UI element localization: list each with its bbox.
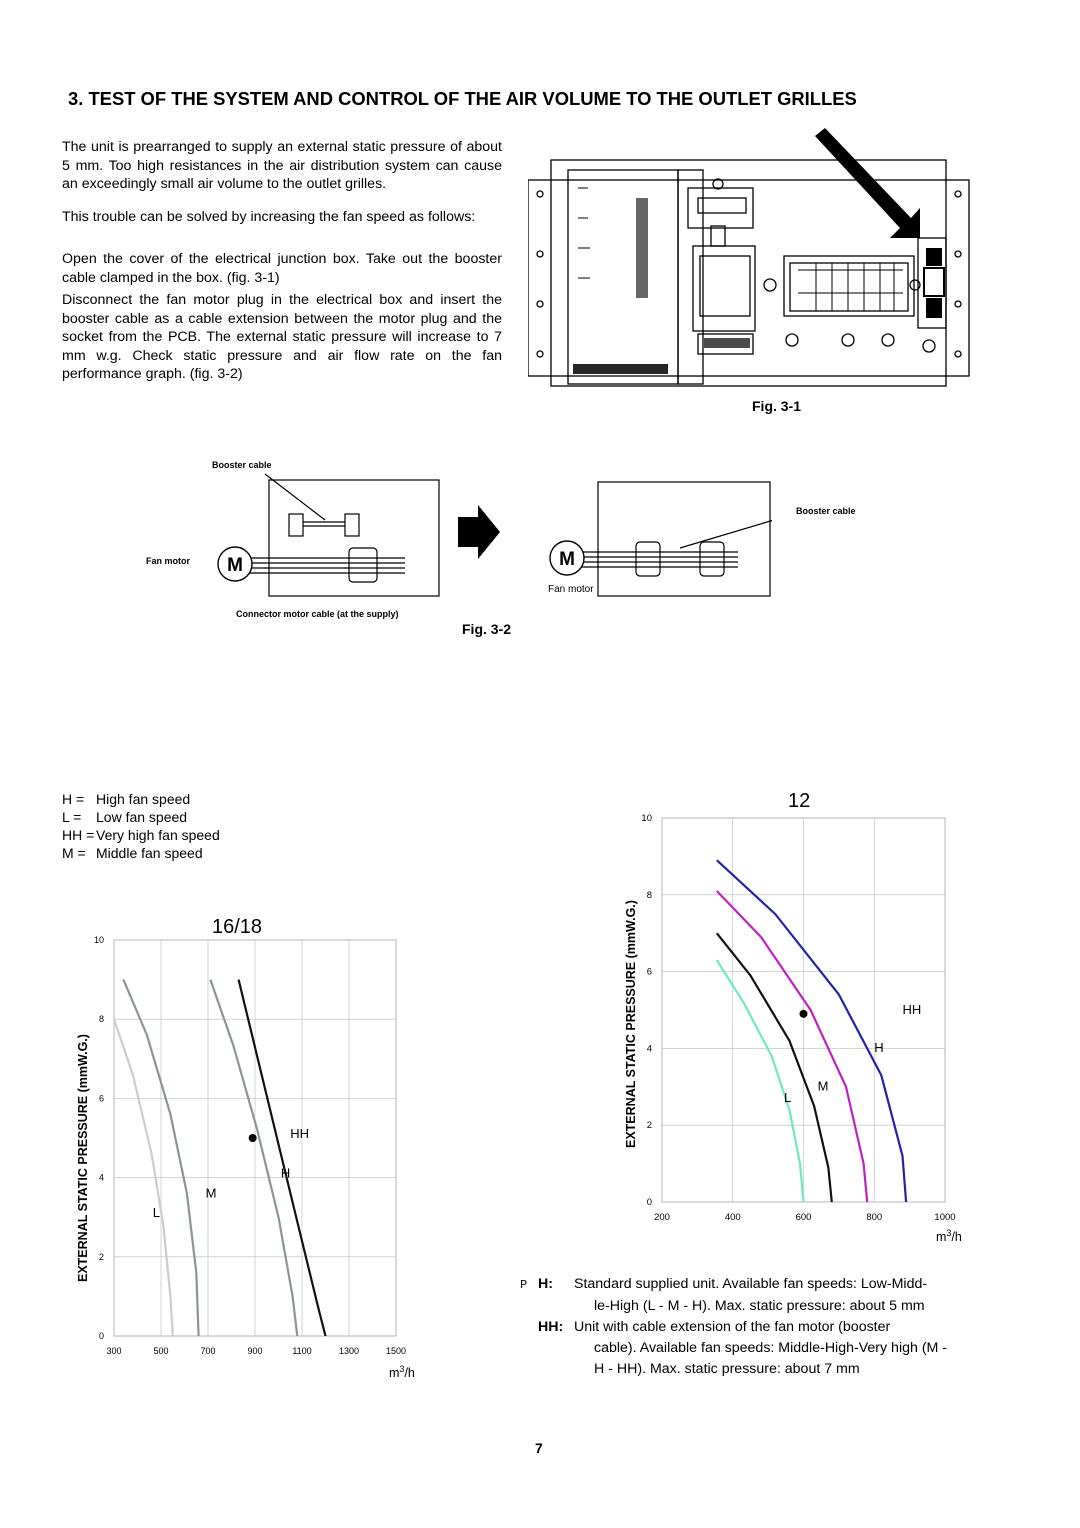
y-tick-label: 10 <box>93 935 104 945</box>
x-tick-label: 800 <box>866 1212 883 1223</box>
series-line-l <box>717 960 804 1202</box>
series-line-m <box>717 933 832 1202</box>
legend-item: HH = Very high fan speed <box>62 827 220 843</box>
x-unit-right: $m^3/h$ <box>936 1228 962 1245</box>
y-tick-label: 6 <box>98 1093 104 1104</box>
curve-label: H <box>280 1165 291 1181</box>
y-tick-label: 6 <box>646 966 652 978</box>
fig2-after-diagram <box>540 480 772 598</box>
y-tick-label: 2 <box>98 1251 104 1262</box>
x-tick-label: 600 <box>795 1212 812 1223</box>
legend-item: H = High fan speed <box>62 791 191 807</box>
intro-paragraph: The unit is prearranged to supply an external static pressure of about 5 mm. Too high resistances in the air distribution system can cause an exceedingly small air volume to the outlet grilles. <box>62 139 502 192</box>
pointer-arrow-icon <box>815 128 920 238</box>
solution-paragraph: This trouble can be solved by increasing the fan speed as follows: <box>62 209 476 225</box>
x-tick-label: 200 <box>654 1212 670 1223</box>
x-tick-label: 1000 <box>934 1212 956 1223</box>
right-arrow-icon <box>458 505 500 559</box>
curve-label: HH <box>902 1001 922 1017</box>
fig2-caption: Fig. 3-2 <box>462 621 512 637</box>
y-tick-label: 10 <box>641 813 652 824</box>
curve-label: L <box>784 1090 792 1106</box>
series-line-hh <box>239 980 326 1336</box>
chart-title-16-18: 16/18 <box>212 916 263 938</box>
page-number: 7 <box>535 1440 543 1456</box>
fig2-before-diagram <box>205 470 441 598</box>
x-tick-label: 1100 <box>292 1346 312 1356</box>
booster-cable-label-left: Booster cable <box>212 460 272 470</box>
electrical-box-diagram <box>528 128 974 390</box>
connector-label: Connector motor cable (at the supply) <box>236 609 399 619</box>
x-tick-label: 900 <box>247 1346 263 1356</box>
operating-point <box>249 1134 257 1142</box>
series-line-h <box>210 980 297 1336</box>
legend-item: M = Middle fan speed <box>62 845 203 861</box>
curve-label: M <box>205 1185 217 1201</box>
y-tick-label: 8 <box>646 889 652 901</box>
speed-legend <box>62 790 220 862</box>
x-tick-label: 1300 <box>338 1346 360 1356</box>
x-tick-label: 400 <box>724 1212 741 1223</box>
y-axis-label-right: EXTERNAL STATIC PRESSURE (mmW.G.) <box>624 900 638 1148</box>
y-tick-label: 0 <box>646 1197 652 1208</box>
legend-item: L = Low fan speed <box>62 809 188 825</box>
chart-title-12: 12 <box>788 790 811 812</box>
curve-label: L <box>152 1205 161 1221</box>
operating-point <box>800 1010 808 1018</box>
x-tick-label: 300 <box>106 1346 122 1356</box>
y-tick-label: 0 <box>98 1331 104 1341</box>
curve-label: H <box>874 1040 884 1056</box>
y-tick-label: 4 <box>646 1043 652 1055</box>
fan-motor-label-left: Fan motor <box>146 556 190 566</box>
y-tick-label: 2 <box>646 1120 652 1132</box>
fig1-caption: Fig. 3-1 <box>752 398 802 414</box>
series-line-hh <box>717 860 906 1202</box>
fan-curve-chart-12 <box>636 808 976 1228</box>
x-tick-label: 700 <box>200 1346 216 1356</box>
curve-label: M <box>817 1078 829 1094</box>
y-tick-label: 8 <box>98 1014 104 1025</box>
x-unit-left: $m^3/h$ <box>389 1364 415 1381</box>
motor-letter-left: M <box>227 555 243 576</box>
curve-label: HH <box>290 1126 310 1141</box>
step2-paragraph: Disconnect the fan motor plug in the electrical box and insert the booster cable as a cable extension between the motor plug and the socket from the PCB. The external static pressure will increase to 7 mm w.g. Check static pressure and air flow rate on the fan performance graph. (fig. 3-2) <box>62 292 502 382</box>
fan-curve-chart-16-18 <box>90 930 420 1360</box>
x-tick-label: 1500 <box>385 1346 407 1356</box>
booster-cable-label-right: Booster cable <box>796 506 856 516</box>
section-title: 3. TEST OF THE SYSTEM AND CONTROL OF THE AIR VOLUME TO THE OUTLET GRILLES <box>68 88 857 109</box>
notes-block: P H: Standard supplied unit. Available fan speeds: Low-Midd- le-High (L - M - H). Max. static pressure: about 5 mm HH: Unit with cable extension of the fan motor (booster cable). Available fan speeds: Middle-High-Very high (M - H - HH). Max. static pressure: about 7 mm <box>520 1276 948 1377</box>
step1-paragraph: Open the cover of the electrical junction box. Take out the booster cable clamped in the box. (fig. 3-1) <box>62 251 502 286</box>
x-tick-label: 500 <box>153 1346 169 1356</box>
y-axis-label-left: EXTERNAL STATIC PRESSURE (mmW.G.) <box>76 1034 90 1282</box>
fan-motor-label-right: Fan motor <box>548 584 594 595</box>
motor-letter-right: M <box>559 549 575 570</box>
y-tick-label: 4 <box>98 1172 104 1183</box>
